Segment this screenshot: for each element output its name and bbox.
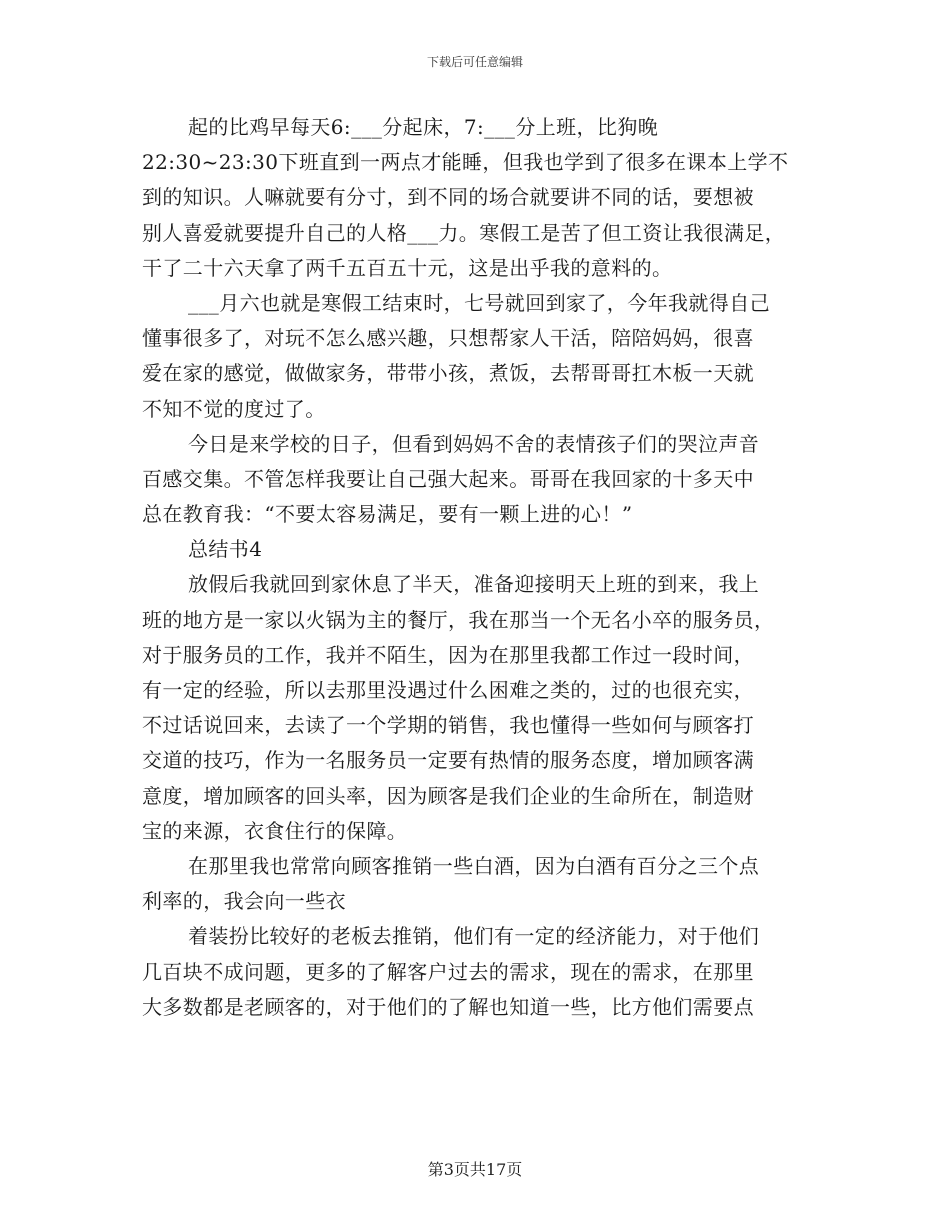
text-line: 宝的来源，衣食住行的保障。 [142, 818, 408, 843]
text-line: 22:30~23:30下班直到一两点才能睡，但我也学到了很多在课本上学不 [142, 150, 789, 175]
text-line: 爱在家的感觉，做做家务，带带小孩，煮饭，去帮哥哥扛木板一天就 [142, 361, 754, 386]
text-line: 总结书4 [188, 537, 263, 562]
text-line: 有一定的经验，所以去那里没遇过什么困难之类的，过的也很充实， [142, 678, 754, 702]
page-footer: 第3页共17页 [427, 1160, 523, 1179]
text-line: 几百块不成问题，更多的了解客户过去的需求，现在的需求，在那里 [142, 959, 754, 984]
text-line: 在那里我也常常向顾客推销一些白酒，因为白酒有百分之三个点 [188, 853, 760, 878]
text-line: ___月六也就是寒假工结束时，七号就回到家了，今年我就得自己 [188, 290, 770, 315]
text-line: 懂事很多了，对玩不怎么感兴趣，只想帮家人干活，陪陪妈妈，很喜 [142, 326, 754, 351]
text-line: 放假后我就回到家休息了半天，准备迎接明天上班的到来，我上 [188, 572, 760, 597]
text-line: 大多数都是老顾客的，对于他们的了解也知道一些，比方他们需要点 [142, 994, 754, 1019]
text-line: 到的知识。人嘛就要有分寸，到不同的场合就要讲不同的话，要想被 [142, 185, 754, 210]
text-line: 利率的，我会向一些衣 [142, 889, 346, 914]
document-body [142, 110, 822, 1025]
text-line: 干了二十六天拿了两千五百五十元，这是出乎我的意料的。 [142, 255, 673, 280]
text-line: 别人喜爱就要提升自己的人格___力。寒假工是苦了但工资让我很满足， [142, 220, 786, 245]
text-line: 不知不觉的度过了。 [142, 396, 326, 421]
text-line: 起的比鸡早每天6:___分起床，7:___分上班，比狗晚 [188, 115, 659, 139]
text-line: 班的地方是一家以火锅为主的餐厅，我在那当一个无名小卒的服务员， [142, 607, 775, 632]
text-line: 百感交集。不管怎样我要让自己强大起来。哥哥在我回家的十多天中 [142, 466, 754, 491]
text-line: 交道的技巧，作为一名服务员一定要有热情的服务态度，增加顾客满 [142, 748, 754, 773]
text-line: 不过话说回来，去读了一个学期的销售，我也懂得一些如何与顾客打 [142, 713, 754, 738]
text-line: 对于服务员的工作，我并不陌生，因为在那里我都工作过一段时间， [142, 642, 754, 667]
text-line: 今日是来学校的日子，但看到妈妈不舍的表情孩子们的哭泣声音 [188, 431, 760, 456]
text-line: 着装扮比较好的老板去推销，他们有一定的经济能力，对于他们 [188, 924, 760, 949]
text-line: 意度，增加顾客的回头率，因为顾客是我们企业的生命所在，制造财 [142, 783, 754, 808]
page-header: 下载后可任意编辑 [426, 55, 523, 69]
text-line: 总在教育我：“不要太容易满足，要有一颗上进的心！” [142, 502, 633, 527]
